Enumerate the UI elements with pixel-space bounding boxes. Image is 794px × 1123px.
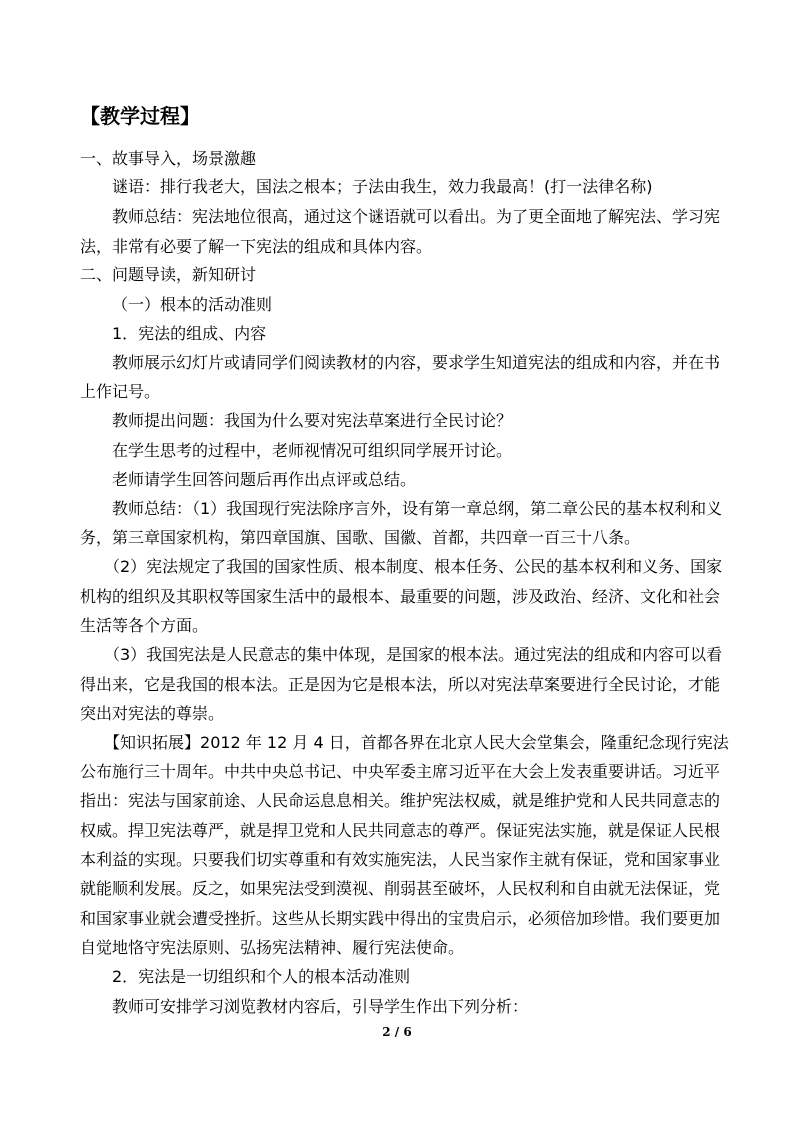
paragraph-riddle: 谜语：排行我老大，国法之根本；子法由我生，效力我最高！(打一法律名称) bbox=[112, 177, 653, 196]
paragraph-knowledge-cont-5: 就能顺利发展。反之，如果宪法受到漠视、削弱甚至破坏，人民权利和自由就无法保证，党 bbox=[80, 879, 721, 898]
page-number: 2 / 6 bbox=[382, 1025, 412, 1039]
paragraph-knowledge-cont-4: 本利益的实现。只要我们切实尊重和有效实施宪法，人民当家作主就有保证，党和国家事业 bbox=[80, 850, 721, 869]
paragraph-teacher-summary-1-cont: 法，非常有必要了解一下宪法的组成和具体内容。 bbox=[80, 237, 433, 256]
paragraph-analysis: 教师可安排学习浏览教材内容后，引导学生作出下列分析： bbox=[112, 997, 529, 1016]
paragraph-point-2: （2）宪法规定了我国的国家性质、根本制度、根本任务、公民的基本权利和义务、国家 bbox=[104, 557, 723, 576]
paragraph-teacher-summary-2-cont: 务，第三章国家机构，第四章国旗、国歌、国徽、首都，共四章一百三十八条。 bbox=[80, 528, 641, 547]
paragraph-knowledge-cont-2: 指出：宪法与国家前途、人民命运息息相关。维护宪法权威，就是维护党和人民共同意志的 bbox=[80, 791, 721, 810]
paragraph-point-3: （3）我国宪法是人民意志的集中体现，是国家的根本法。通过宪法的组成和内容可以看 bbox=[104, 645, 723, 664]
paragraph-slides-cont: 上作记号。 bbox=[80, 382, 161, 401]
heading-fundamental-norm: 2．宪法是一切组织和个人的根本活动准则 bbox=[112, 967, 411, 986]
paragraph-knowledge-cont-7: 自觉地恪守宪法原则、弘扬宪法精神、履行宪法使命。 bbox=[80, 938, 465, 957]
paragraph-knowledge-cont-3: 权威。捍卫宪法尊严，就是捍卫党和人民共同意志的尊严。保证宪法实施，就是保证人民根 bbox=[80, 821, 721, 840]
paragraph-point-3-cont-2: 突出对宪法的尊崇。 bbox=[80, 704, 225, 723]
knowledge-tag: 【知识拓展】 bbox=[104, 733, 201, 752]
paragraph-teacher-summary-1: 教师总结：宪法地位很高，通过这个谜语就可以看出。为了更全面地了解宪法、学习宪 bbox=[112, 207, 721, 226]
heading-basic-rules: （一）根本的活动准则 bbox=[112, 295, 273, 314]
paragraph-knowledge-expansion bbox=[0, 732, 794, 754]
paragraph-point-2-cont-1: 机构的组织及其职权等国家生活中的最根本、最重要的问题，涉及政治、经济、文化和社会 bbox=[80, 587, 721, 606]
heading-problem-guide: 二、问题导读，新知研讨 bbox=[80, 265, 257, 284]
section-title: 【教学过程】 bbox=[80, 104, 200, 128]
paragraph-point-3-cont-1: 得出来，它是我国的根本法。正是因为它是根本法，所以对宪法草案要进行全民讨论，才能 bbox=[80, 675, 721, 694]
paragraph-comment: 老师请学生回答问题后再作出点评或总结。 bbox=[112, 470, 417, 489]
paragraph-knowledge-cont-1: 公布施行三十周年。中共中央总书记、中央军委主席习近平在大会上发表重要讲话。习近平 bbox=[80, 762, 721, 781]
paragraph-teacher-question: 教师提出问题：我国为什么要对宪法草案进行全民讨论？ bbox=[112, 411, 513, 430]
paragraph-discussion: 在学生思考的过程中，老师视情况可组织同学展开讨论。 bbox=[112, 441, 513, 460]
paragraph-knowledge-cont-6: 和国家事业就会遭受挫折。这些从长期实践中得出的宝贵启示，必须倍加珍惜。我们要更加 bbox=[80, 909, 721, 928]
knowledge-text: 2012 年 12 月 4 日，首都各界在北京人民大会堂集会，隆重纪念现行宪法 bbox=[200, 733, 729, 752]
heading-constitution-composition: 1．宪法的组成、内容 bbox=[112, 324, 267, 343]
paragraph-teacher-summary-2: 教师总结：（1）我国现行宪法除序言外，设有第一章总纲，第二章公民的基本权利和义 bbox=[112, 499, 723, 518]
heading-story-intro: 一、故事导入，场景激趣 bbox=[80, 149, 257, 168]
paragraph-point-2-cont-2: 生活等各个方面。 bbox=[80, 616, 209, 635]
paragraph-slides: 教师展示幻灯片或请同学们阅读教材的内容，要求学生知道宪法的组成和内容，并在书 bbox=[112, 353, 721, 372]
